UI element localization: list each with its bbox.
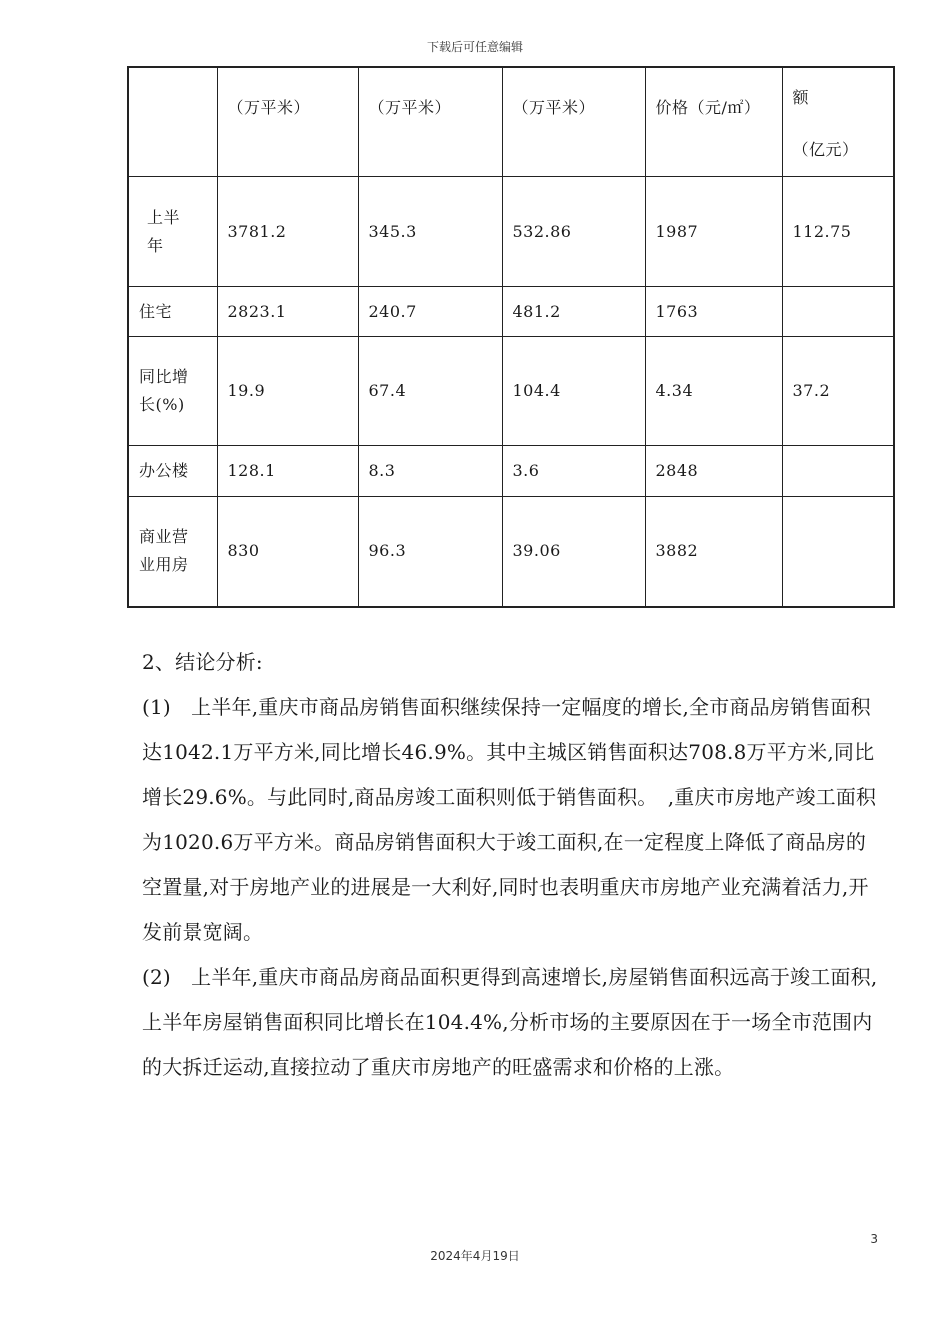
table-cell: 532.86: [502, 177, 645, 287]
table-cell: 1763: [645, 287, 782, 337]
table-cell: 3882: [645, 497, 782, 607]
table-cell: 2848: [645, 446, 782, 497]
table-cell: 128.1: [217, 446, 358, 497]
table-cell: 3.6: [502, 446, 645, 497]
table-row: [128, 177, 894, 287]
row-label: 商业营 业用房: [128, 497, 217, 607]
table-cell: 19.9: [217, 337, 358, 446]
table-cell: 1987: [645, 177, 782, 287]
table-cell: [782, 287, 894, 337]
table-row: [128, 337, 894, 446]
row-label: 办公楼: [128, 446, 217, 497]
table-cell: 4.34: [645, 337, 782, 446]
table-cell: 240.7: [358, 287, 502, 337]
table-header-cell: [128, 67, 217, 177]
table-row: [128, 446, 894, 497]
table-cell: [782, 446, 894, 497]
table-cell: 3781.2: [217, 177, 358, 287]
table-header-row: [128, 67, 894, 177]
table-header-cell: （万平米）: [502, 67, 645, 177]
table-header-cell: （万平米）: [217, 67, 358, 177]
table-cell: 345.3: [358, 177, 502, 287]
row-label: 同比增 长(%): [128, 337, 217, 446]
data-table: [127, 66, 895, 608]
table-header-cell: 价格（元/㎡）: [645, 67, 782, 177]
page-header: 下载后可任意编辑: [426, 40, 523, 54]
table-cell: 112.75: [782, 177, 894, 287]
table-cell: 8.3: [358, 446, 502, 497]
table-header-cell: （万平米）: [358, 67, 502, 177]
table-row: [128, 497, 894, 607]
row-label: 住宅: [128, 287, 217, 337]
page-number: 3: [870, 1232, 878, 1246]
table-cell: 96.3: [358, 497, 502, 607]
table-cell: [782, 497, 894, 607]
conclusion-section: [142, 640, 898, 1090]
section-heading: 2、结论分析:: [142, 650, 263, 674]
footer-date: 2024年4月19日: [430, 1249, 520, 1263]
row-label: 上半 年: [128, 177, 217, 287]
table-cell: 830: [217, 497, 358, 607]
paragraph: (1) 上半年,重庆市商品房销售面积继续保持一定幅度的增长,全市商品房销售面积达1042.1万平方米,同比增长46.9%。其中主城区销售面积达708.8万平方米,同比增长29.6%。与此同时,商品房竣工面积则低于销售面积。 ,重庆市房地产竣工面积为1020.6万平方米。商品房销售面积大于竣工面积,在一定程度上降低了商品房的空置量,对于房地产业的进展是一大利好,同时也表明重庆市房地产业充满着活力,开发前景宽阔。: [142, 695, 877, 944]
table-cell: 67.4: [358, 337, 502, 446]
table-header-cell: 额 （亿元）: [782, 67, 894, 177]
table-cell: 37.2: [782, 337, 894, 446]
table-cell: 39.06: [502, 497, 645, 607]
table-cell: 481.2: [502, 287, 645, 337]
table-cell: 2823.1: [217, 287, 358, 337]
paragraph: (2) 上半年,重庆市商品房商品面积更得到高速增长,房屋销售面积远高于竣工面积, 上半年房屋销售面积同比增长在104.4%,分析市场的主要原因在于一场全市范围内的大拆迁运动,直接拉动了重庆市房地产的旺盛需求和价格的上涨。: [142, 965, 898, 1079]
table-row: [128, 287, 894, 337]
table-cell: 104.4: [502, 337, 645, 446]
